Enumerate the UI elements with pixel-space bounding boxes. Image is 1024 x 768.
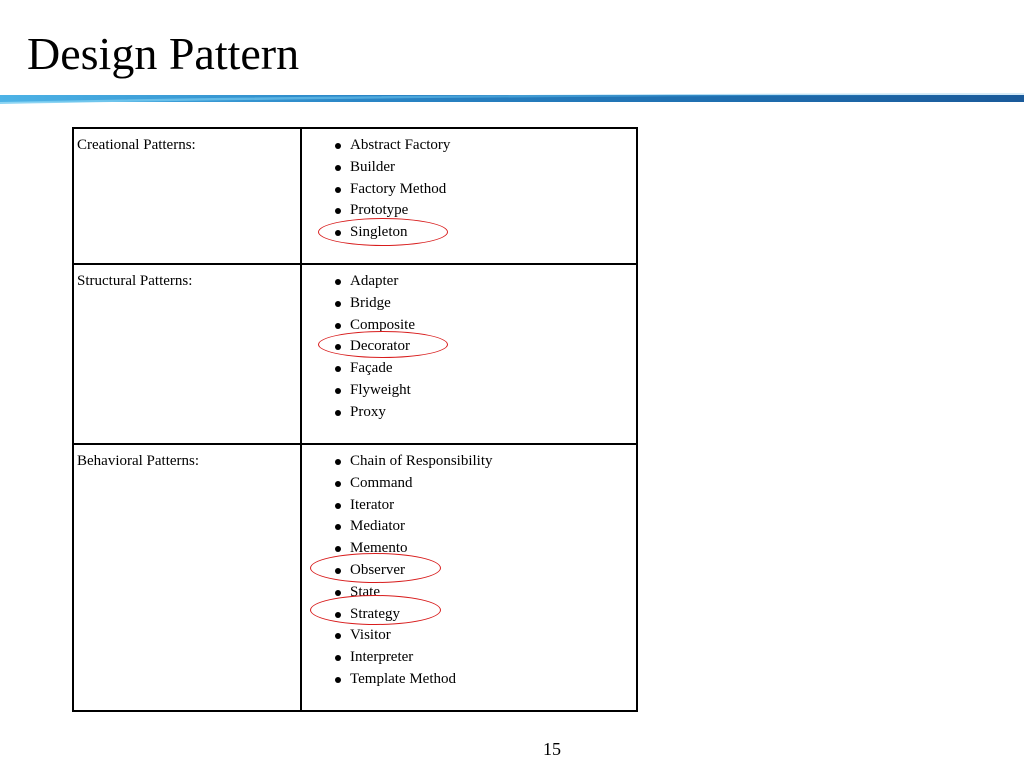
pattern-name: Strategy: [350, 605, 400, 622]
title-accent-band: [0, 93, 1024, 104]
pattern-name: Chain of Responsibility: [350, 453, 493, 469]
bullet-icon: [335, 388, 341, 394]
list-item: [302, 625, 636, 647]
list-item: [302, 358, 636, 380]
behavioral-row: [73, 444, 637, 711]
pattern-name: Interpreter: [350, 649, 414, 666]
bullet-icon: [335, 655, 341, 661]
pattern-name: Proxy: [350, 403, 386, 420]
bullet-icon: [335, 165, 341, 171]
pattern-name: Factory Method: [350, 180, 447, 197]
list-item: [302, 582, 636, 604]
bullet-icon: [335, 633, 341, 639]
bullet-icon: [335, 279, 341, 285]
pattern-name: Adapter: [350, 273, 399, 289]
list-item: [302, 538, 636, 560]
structural-pattern-list: [302, 265, 636, 424]
bullet-icon: [335, 187, 341, 193]
design-patterns-table: [72, 127, 638, 712]
structural-category-cell: [73, 264, 301, 444]
pattern-name: Mediator: [350, 518, 405, 535]
bullet-icon: [335, 323, 341, 329]
list-item: [302, 647, 636, 669]
behavioral-patterns-cell: [301, 444, 637, 711]
structural-row: [73, 264, 637, 444]
pattern-name: Façade: [350, 360, 393, 377]
list-item: [302, 336, 636, 358]
list-item: [302, 315, 636, 337]
structural-category-label: Structural Patterns:: [77, 273, 193, 289]
behavioral-category-label: Behavioral Patterns:: [77, 453, 200, 469]
list-item: [302, 135, 636, 157]
list-item: [302, 669, 636, 691]
pattern-name: Bridge: [350, 294, 391, 311]
pattern-name: Command: [350, 474, 413, 491]
creational-patterns-cell: [301, 128, 637, 264]
pattern-name: Decorator: [350, 338, 410, 355]
behavioral-category-cell: [73, 444, 301, 711]
pattern-name: Observer: [350, 561, 405, 578]
list-item: [302, 473, 636, 495]
pattern-name: Composite: [350, 316, 416, 333]
behavioral-pattern-list: [302, 445, 636, 691]
bullet-icon: [335, 568, 341, 574]
creational-category-cell: [73, 128, 301, 264]
list-item: [302, 402, 636, 424]
pattern-name: State: [350, 583, 380, 600]
bullet-icon: [335, 503, 341, 509]
creational-row: [73, 128, 637, 264]
list-item: [302, 200, 636, 222]
list-item: [302, 451, 636, 473]
bullet-icon: [335, 143, 341, 149]
list-item: [302, 293, 636, 315]
page-number: 15: [543, 739, 561, 759]
bullet-icon: [335, 410, 341, 416]
list-item: [302, 495, 636, 517]
list-item: [302, 604, 636, 626]
pattern-name: Template Method: [350, 670, 457, 687]
bullet-icon: [335, 459, 341, 465]
pattern-name: Prototype: [350, 202, 409, 219]
list-item: [302, 516, 636, 538]
bullet-icon: [335, 230, 341, 236]
pattern-name: Abstract Factory: [350, 137, 451, 153]
bullet-icon: [335, 677, 341, 683]
bullet-icon: [335, 524, 341, 530]
structural-patterns-cell: [301, 264, 637, 444]
pattern-name: Singleton: [350, 224, 408, 241]
bullet-icon: [335, 481, 341, 487]
bullet-icon: [335, 344, 341, 350]
pattern-name: Visitor: [350, 627, 391, 644]
pattern-name: Builder: [350, 158, 395, 175]
bullet-icon: [335, 590, 341, 596]
slide-title: Design Pattern: [27, 28, 300, 79]
list-item: [302, 560, 636, 582]
bullet-icon: [335, 366, 341, 372]
pattern-name: Iterator: [350, 496, 395, 513]
pattern-name: Flyweight: [350, 381, 411, 398]
bullet-icon: [335, 301, 341, 307]
creational-pattern-list: [302, 129, 636, 244]
list-item: [302, 380, 636, 402]
list-item: [302, 222, 636, 244]
pattern-name: Memento: [350, 540, 408, 557]
list-item: [302, 157, 636, 179]
list-item: [302, 179, 636, 201]
bullet-icon: [335, 546, 341, 552]
bullet-icon: [335, 208, 341, 214]
list-item: [302, 271, 636, 293]
bullet-icon: [335, 612, 341, 618]
creational-category-label: Creational Patterns:: [77, 137, 196, 153]
